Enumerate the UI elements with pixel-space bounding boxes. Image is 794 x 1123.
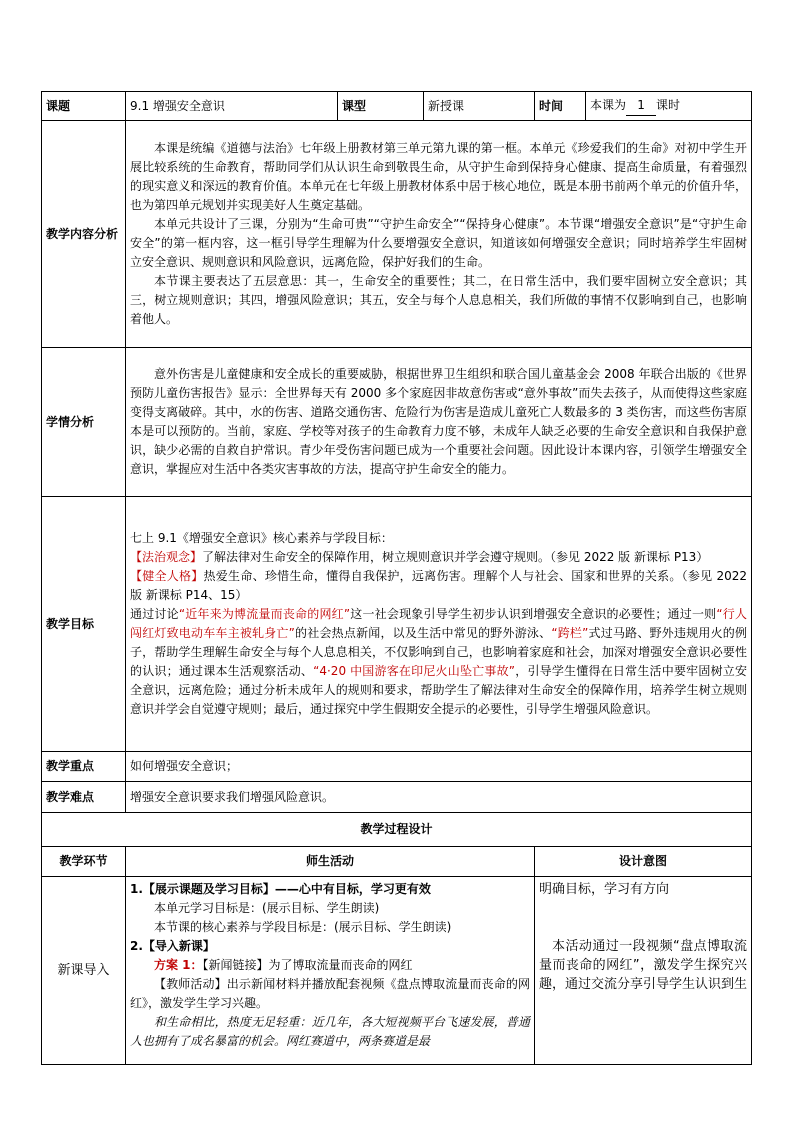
objective-law-tag: 【法治观念】 xyxy=(130,550,203,564)
objectives-highlight: “行人闯红灯致电动车车主被轧身亡” xyxy=(130,607,747,640)
step1-line: 本节课的核心素养与学段目标是：(展示目标、学生朗读) xyxy=(154,920,452,934)
content-paragraph: 本节课主要表达了五层意思：其一，生命安全的重要性；其二，在日常生活中，我们要牢固树立安全意识；其三，树立规则意识；其四，增强风险意识；其五，安全与每个人息息相关，我们所做的事情不仅影响到自己，也影响着他人。 xyxy=(130,274,747,326)
news-quote: 和生命相比，热度无足轻重：近几年，各大短视频平台飞速发展，普通人也拥有了成名暴富的机会。网红赛道中，两条赛道是最 xyxy=(130,1015,530,1048)
periods-prefix: 本课为 xyxy=(590,98,627,112)
key-points-row xyxy=(42,752,752,782)
time-label: 时间 xyxy=(535,92,586,121)
objective-personality-text: 热爱生命、珍惜生命，懂得自我保护，远离伤害。理解个人与社会、国家和世界的关系。（参见 2022 版 新课标 P14、15） xyxy=(130,569,747,602)
type-label: 课型 xyxy=(338,92,424,121)
objectives-highlight: “近年来为博流量而丧命的网红” xyxy=(178,607,351,621)
objective-law xyxy=(130,548,747,567)
intent-goal: 明确目标，学习有方向 xyxy=(539,882,670,897)
case-label: 方案 1： xyxy=(154,958,203,972)
content-analysis-label: 教学内容分析 xyxy=(42,121,126,348)
stage-cell: 新课导入 xyxy=(42,877,126,1065)
process-header-row xyxy=(42,847,752,877)
student-analysis-text: 意外伤害是儿童健康和安全成长的重要威胁，根据世界卫生组织和联合国儿童基金会 2008 年联合出版的《世界预防儿童伤害报告》显示：全世界每天有 2000 多个家庭因非故意伤害或“意外事故”而失去孩子，从而使得这些家庭变得支离破碎。其中，水的伤害、道路交通伤害、危险行为伤害是造成儿童死亡人数最多的 3 类伤害，而这些伤害原本是可以预防的。当前，家庭、学校等对孩子的生命教育力度不够，未成年人缺乏必要的生命安全意识和自我保护意识，缺少必需的自救自护常识。青少年受伤害问题已成为一个重要社会问题。因此设计本课内容，引领学生增强安全意识，掌握应对生活中各类灾害事故的方法，提高守护生命安全的能力。 xyxy=(130,367,747,476)
student-analysis-row xyxy=(42,348,752,497)
content-paragraph: 本单元共设计了三课，分别为“生命可贵”“守护生命安全”“保持身心健康”。本节课“增强安全意识”是“守护生命安全”的第一框内容，这一框引导学生理解为什么要增强安全意识，知道该如何增强安全意识；同时培养学生牢固树立安全意识、规则意识和风险意识，远离危险，保护好我们的生命。 xyxy=(130,217,747,269)
difficulties-label: 教学难点 xyxy=(42,782,126,813)
student-analysis-label: 学情分析 xyxy=(42,348,126,497)
periods-cell xyxy=(586,92,752,121)
step1-line: 本单元学习目标是：(展示目标、学生朗读) xyxy=(154,901,380,915)
process-title-row xyxy=(42,813,752,847)
objective-personality-tag: 【健全人格】 xyxy=(130,569,204,583)
intent-activity: 本活动通过一段视频“盘点博取流量而丧命的网红”，激发学生探究兴趣，通过交流分享引导学生认识到生 xyxy=(539,939,748,992)
objectives-text: 这一社会现象引导学生初步认识到增强安全意识的必要性；通过一则 xyxy=(350,607,717,621)
objectives-text: 式过马路、野外违规用火的例子，帮助学生理解生命安全与每个人息息相关，不仅影响到自己，也影响着家庭和社会，加深对增强安全意识必要性的认识；通过课本生活观察活动、 xyxy=(130,626,747,678)
case-line xyxy=(130,956,530,975)
col-activity: 师生活动 xyxy=(126,847,535,877)
topic-label: 课题 xyxy=(42,92,126,121)
objectives-text: 通过讨论 xyxy=(130,607,179,621)
case-text: 【新闻链接】为了博取流量而丧命的网红 xyxy=(202,958,413,972)
activity-cell xyxy=(126,877,535,1065)
periods-suffix: 课时 xyxy=(656,98,681,112)
objectives-process xyxy=(130,605,747,719)
objective-personality xyxy=(130,567,747,605)
key-points-text: 如何增强安全意识； xyxy=(126,752,752,782)
objectives-highlight: “4·20 中国游客在印尼火山坠亡事故” xyxy=(313,664,516,678)
difficulties-row xyxy=(42,782,752,813)
objectives-highlight: “跨栏” xyxy=(551,626,589,640)
difficulties-text: 增强安全意识要求我们增强风险意识。 xyxy=(126,782,752,813)
objectives-text: 的社会热点新闻，以及生活中常见的野外游泳、 xyxy=(294,626,552,640)
teacher-activity: 【教师活动】出示新闻材料并播放配套视频《盘点博取流量而丧命的网红》，激发学生学习兴趣。 xyxy=(130,977,530,1010)
periods-value: 1 xyxy=(626,96,656,116)
lesson-plan-table xyxy=(41,91,752,1065)
content-paragraph: 本课是统编《道德与法治》七年级上册教材第三单元第九课的第一框。本单元《珍爱我们的生命》对初中学生开展比较系统的生命教育，帮助同学们从认识生命到敬畏生命，从守护生命到保持身心健康、提高生命质量，有着强烈的现实意义和深远的教育价值。本单元在七年级上册教材体系中居于核心地位，既是本册书前两个单元的价值升华，也为第四单元规划并实现美好人生奠定基础。 xyxy=(130,141,747,212)
step2-title: 2.【导入新课】 xyxy=(130,939,215,953)
content-analysis-text xyxy=(126,121,752,348)
col-intent: 设计意图 xyxy=(535,847,752,877)
process-title: 教学过程设计 xyxy=(42,813,752,847)
header-row xyxy=(42,92,752,121)
key-points-label: 教学重点 xyxy=(42,752,126,782)
intent-cell xyxy=(535,877,752,1065)
objectives-label: 教学目标 xyxy=(42,497,126,752)
objectives-intro: 七上 9.1《增强安全意识》核心素养与学段目标： xyxy=(130,531,393,545)
col-stage: 教学环节 xyxy=(42,847,126,877)
step1-title: 1.【展示课题及学习目标】——心中有目标，学习更有效 xyxy=(130,882,431,896)
type-value: 新授课 xyxy=(424,92,535,121)
objectives-text: ，引导学生懂得在日常生活中要牢固树立安全意识，远离危险；通过分析未成年人的规则和要求，帮助学生了解法律对生命安全的保障作用，培养学生树立规则意识并学会自觉遵守规则；最后，通过探究中学生假期安全提示的必要性，引导学生增强风险意识。 xyxy=(130,664,747,716)
objective-law-text: 了解法律对生命安全的保障作用，树立规则意识并学会遵守规则。（参见 2022 版 新课标 P13） xyxy=(202,550,709,564)
process-body-row xyxy=(42,877,752,1065)
objectives-row xyxy=(42,497,752,752)
content-analysis-row xyxy=(42,121,752,348)
topic-value: 9.1 增强安全意识 xyxy=(126,92,338,121)
